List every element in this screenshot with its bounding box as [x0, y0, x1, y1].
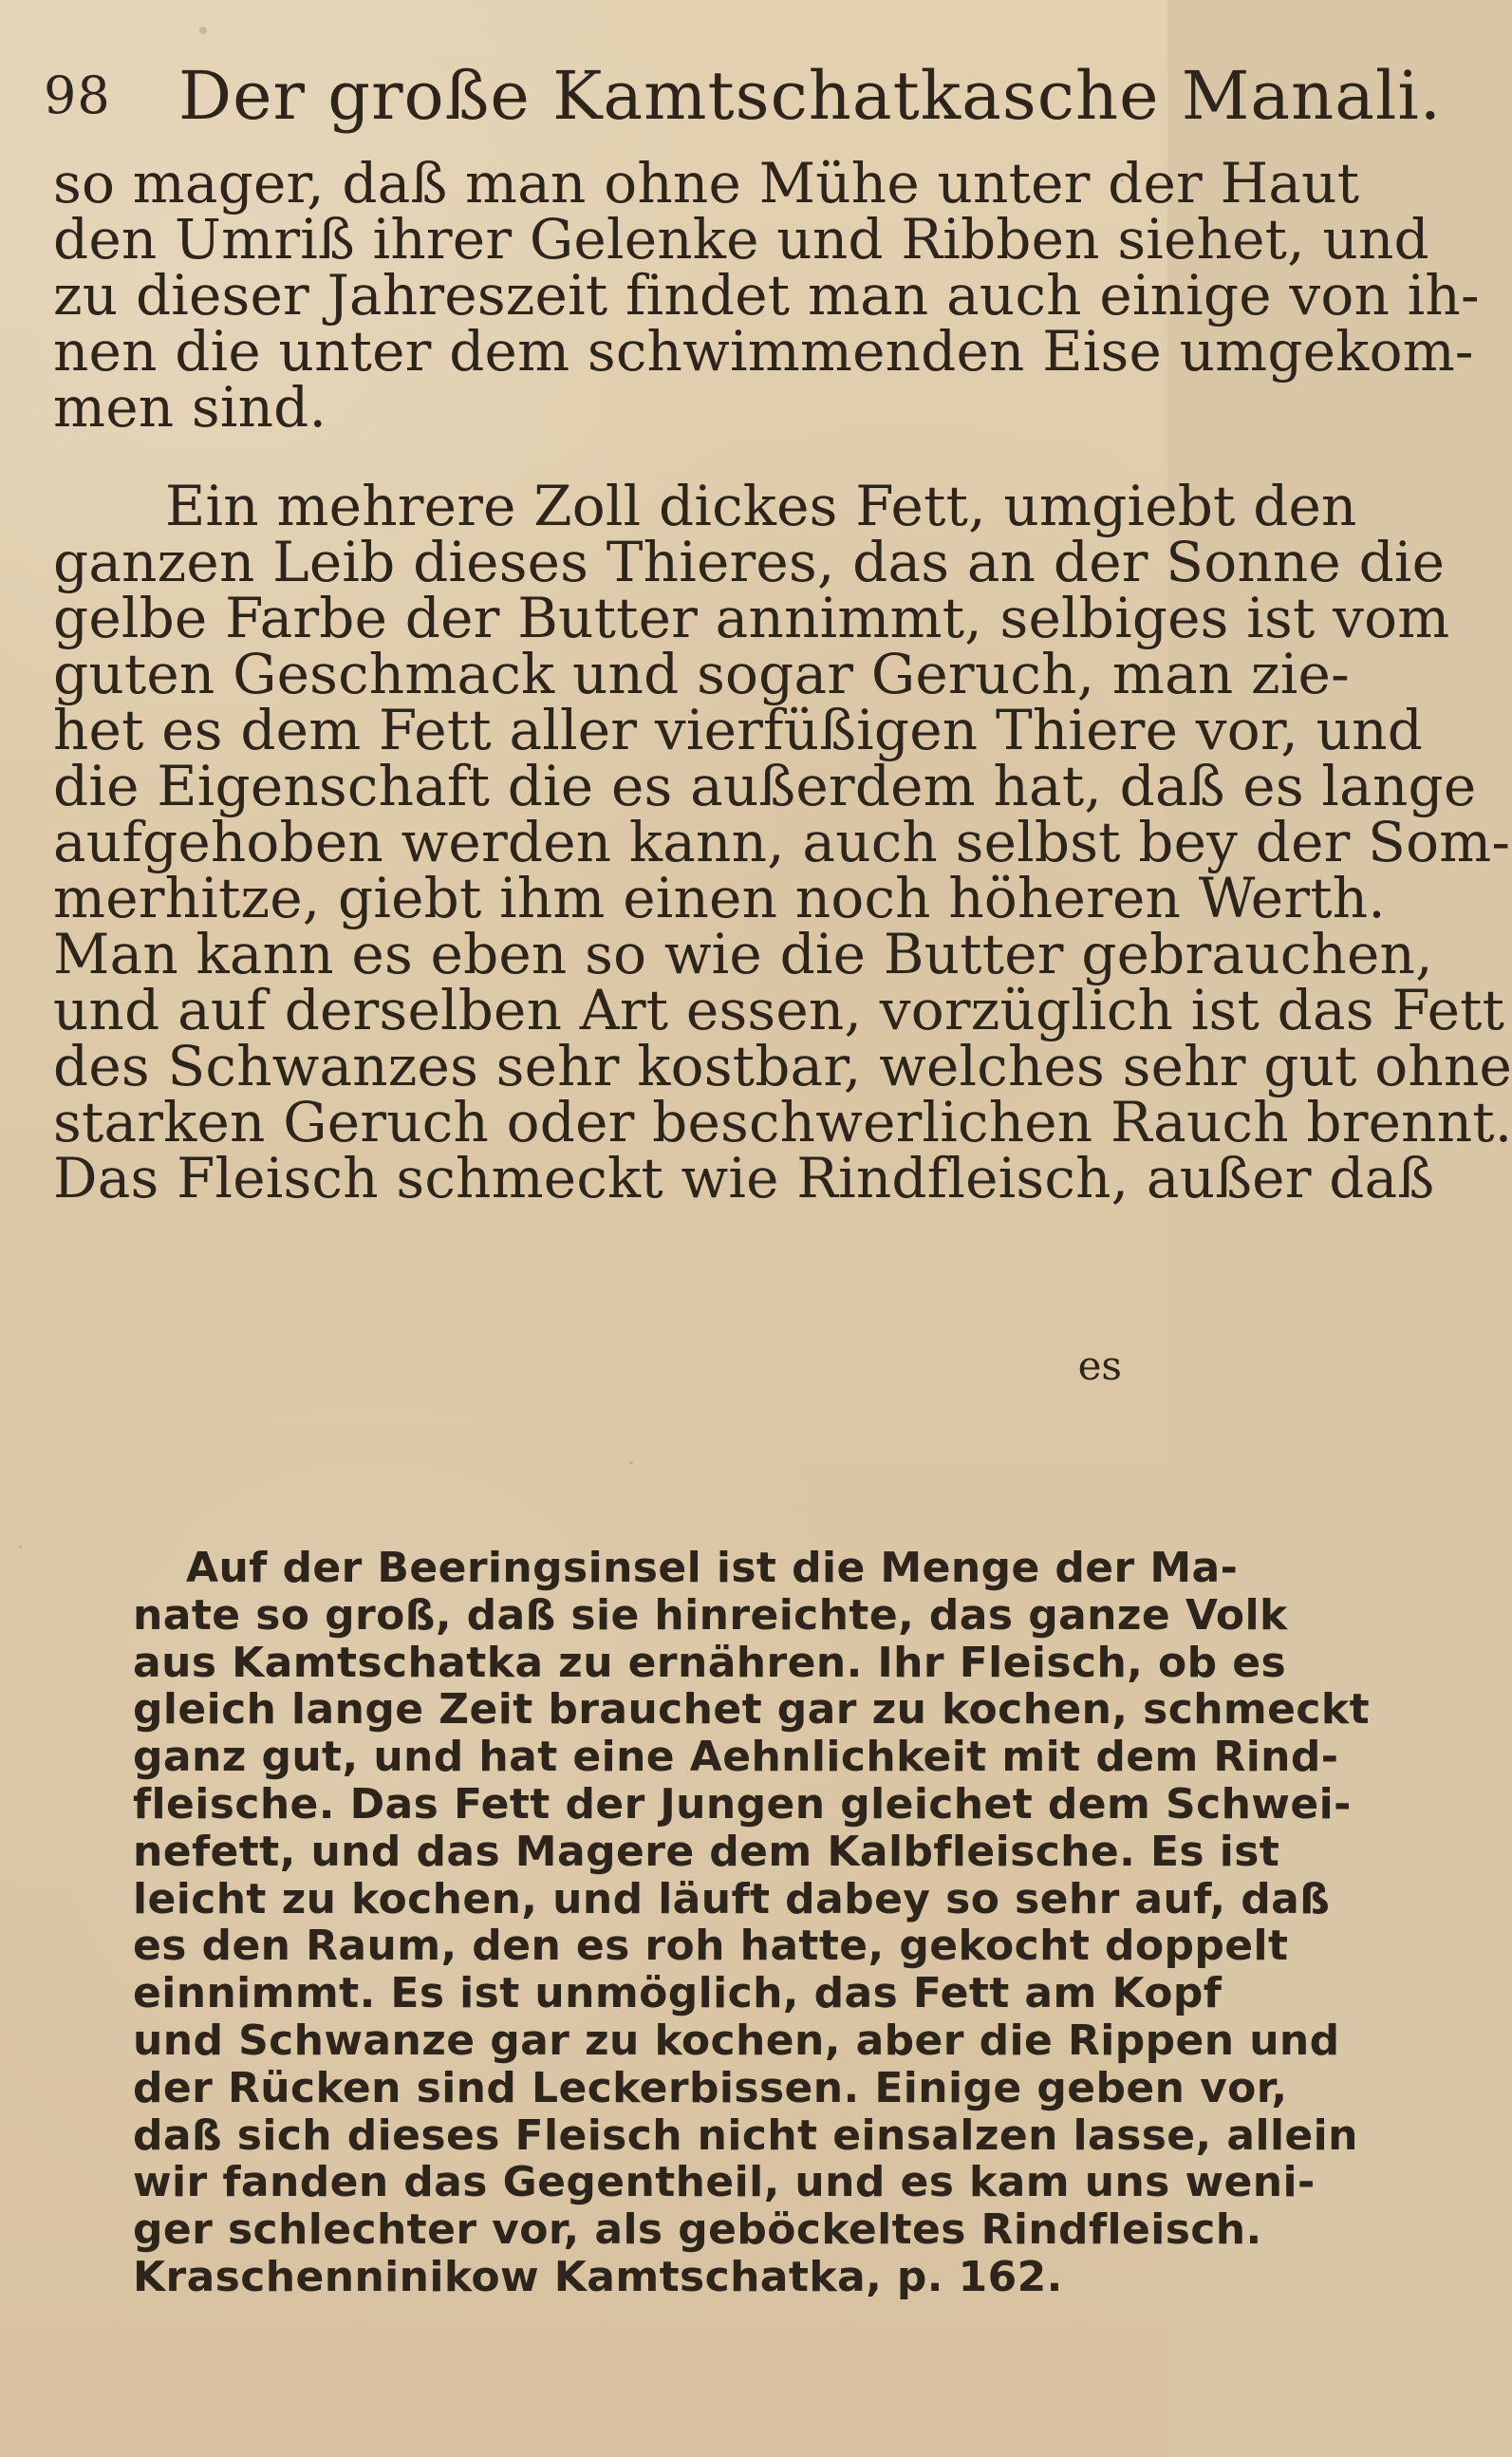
text-line: merhitze, giebt ihm einen noch höheren Werth. — [53, 866, 1386, 930]
footnote-line: nate so groß, daß sie hinreichte, das ganze Volk — [133, 1590, 1288, 1640]
text-line: het es dem Fett aller vierfüßigen Thiere vor, und — [53, 698, 1424, 762]
footnote-line: und Schwanze gar zu kochen, aber die Rippen und — [133, 2016, 1340, 2065]
text-line: den Umriß ihrer Gelenke und Ribben siehet, und — [53, 207, 1429, 272]
text-line: men sind. — [53, 375, 327, 440]
text-line: so mager, daß man ohne Mühe unter der Haut — [53, 151, 1360, 216]
text-line: ganzen Leib dieses Thieres, das an der Sonne die — [53, 530, 1446, 594]
footnote-line: fleische. Das Fett der Jungen gleichet dem Schwei- — [133, 1779, 1352, 1829]
page-number: 98 — [44, 66, 111, 125]
footnote-line: nefett, und das Magere dem Kalbfleische. Es ist — [133, 1827, 1280, 1876]
paper-speck — [19, 1546, 22, 1548]
footnote-line: gleich lange Zeit brauchet gar zu kochen, schmeckt — [133, 1685, 1371, 1735]
footnote-line: wir fanden das Gegentheil, und es kam uns weni- — [133, 2158, 1316, 2207]
footnote-line: leicht zu kochen, und läuft dabey so sehr auf, daß — [133, 1874, 1331, 1923]
footnote-line: daß sich dieses Fleisch nicht einsalzen lasse, allein — [133, 2110, 1358, 2160]
footnote-line: Kraschenninikow Kamtschatka, p. 162. — [133, 2252, 1063, 2301]
footnote-line: ger schlechter vor, als geböckeltes Rindfleisch. — [133, 2205, 1262, 2255]
footnote-line: ganz gut, und hat eine Aehnlichkeit mit dem Rind- — [133, 1733, 1339, 1782]
text-line: Das Fleisch schmeckt wie Rindfleisch, außer daß — [53, 1146, 1435, 1210]
footnote-line: der Rücken sind Leckerbissen. Einige geben vor, — [133, 2063, 1288, 2112]
footnote-line: aus Kamtschatka zu ernähren. Ihr Fleisch, ob es — [133, 1638, 1287, 1687]
main-text — [53, 151, 1512, 1210]
text-line: die Eigenschaft die es außerdem hat, daß es lange — [53, 754, 1477, 818]
paper-speck — [199, 27, 207, 34]
text-line: aufgehoben werden kann, auch selbst bey der Som- — [53, 810, 1511, 874]
paragraph-gap — [53, 436, 1120, 478]
footnote-line: einnimmt. Es ist unmöglich, das Fett am Kopf — [133, 1969, 1223, 2018]
text-line: und auf derselben Art essen, vorzüglich ist das Fett — [53, 978, 1505, 1042]
footnote-block — [133, 1544, 1371, 2301]
text-line: nen die unter dem schwimmenden Eise umgekom- — [53, 319, 1474, 384]
text-line: guten Geschmack und sogar Geruch, man zie- — [53, 642, 1350, 706]
text-line: gelbe Farbe der Butter annimmt, selbiges ist vom — [53, 586, 1450, 650]
footnote-line: Auf der Beeringsinsel ist die Menge der Ma- — [186, 1544, 1239, 1592]
text-line: Ein mehrere Zoll dickes Fett, umgiebt den — [165, 474, 1357, 538]
page-header — [44, 57, 1443, 139]
paper-speck — [629, 1461, 633, 1465]
catchword: es — [1077, 1342, 1122, 1389]
text-line: starken Geruch oder beschwerlichen Rauch brennt. — [53, 1090, 1512, 1154]
text-line: zu dieser Jahreszeit findet man auch einige von ih- — [53, 263, 1480, 328]
footnote-line: es den Raum, den es roh hatte, gekocht doppelt — [133, 1922, 1289, 1971]
running-title: Der große Kamtschatkasche Manali. — [178, 57, 1443, 135]
text-line: des Schwanzes sehr kostbar, welches sehr gut ohne — [53, 1034, 1512, 1098]
text-line: Man kann es eben so wie die Butter gebrauchen, — [53, 922, 1433, 986]
